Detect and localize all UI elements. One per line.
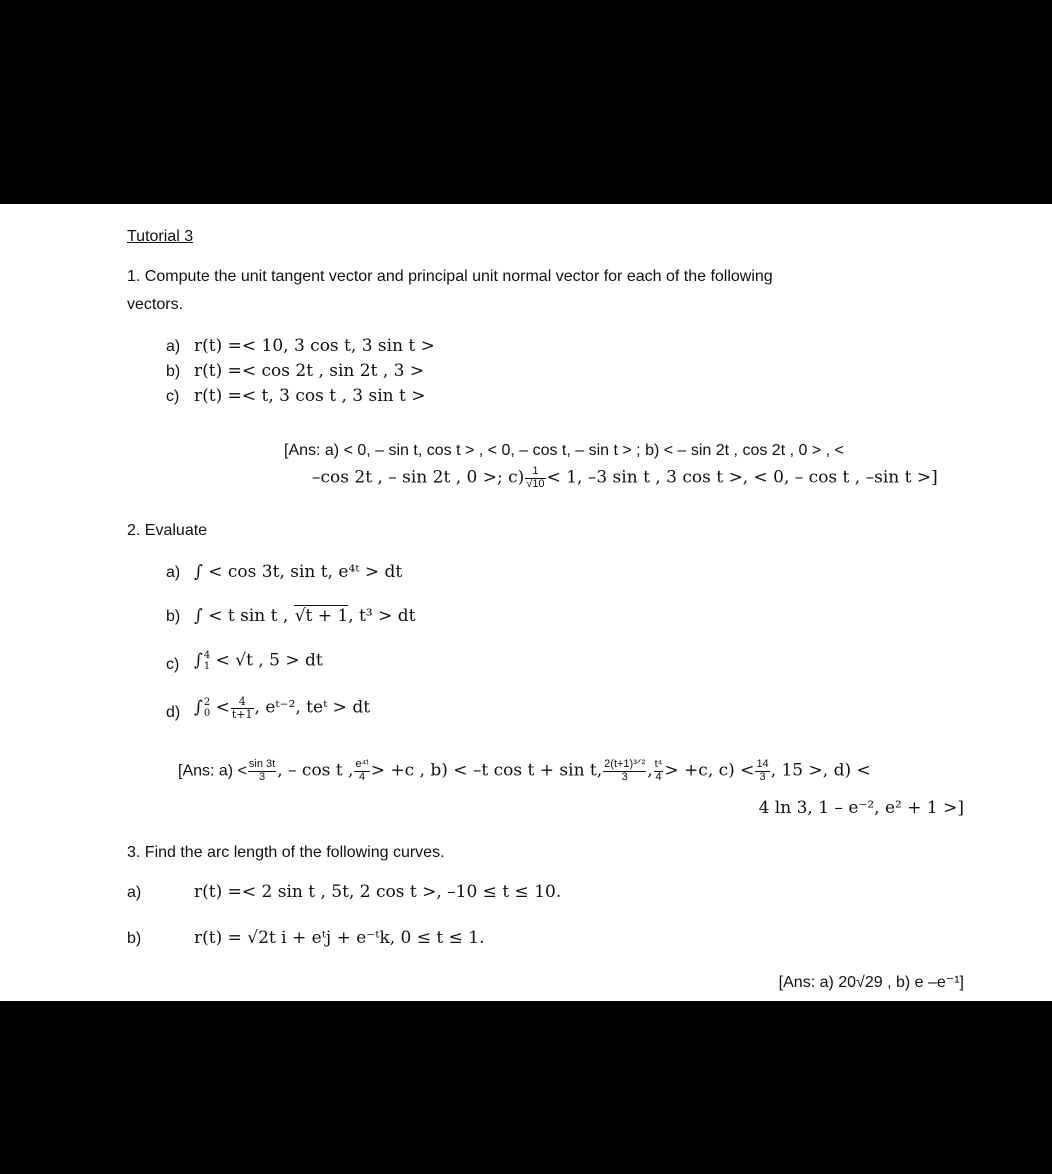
q2-answer-start: [Ans: a) <: [178, 762, 247, 780]
fraction-denominator: 3: [621, 770, 628, 783]
integral-limits: [204, 697, 210, 719]
q2-b-part1: ∫ < t sin t ,: [194, 606, 294, 626]
q1-answer-fraction: [525, 466, 545, 490]
q2-c-integrand: < √t , 5 > dt: [215, 650, 323, 671]
document-page: [0, 204, 1052, 1001]
q3-answer: [Ans: a) 20√29 , b) e –e⁻¹]: [778, 974, 964, 991]
q3-b-expression: r(t) = √2t i + eᵗj + e⁻ᵗk, 0 ≤ t ≤ 1.: [194, 928, 485, 948]
integral-limits: [204, 650, 210, 672]
page-title: Tutorial 3: [127, 228, 194, 245]
q1-a-label: a): [166, 338, 181, 355]
q2-a-expression: ∫ < cos 3t, sin t, e⁴ᵗ > dt: [194, 562, 403, 582]
fraction-denominator: 4: [655, 770, 662, 783]
fraction-denominator: 4: [359, 770, 366, 783]
q2-a-label: a): [166, 564, 181, 581]
lower-limit: 1: [203, 661, 211, 672]
fraction-denominator: 3: [759, 770, 766, 783]
fraction-numerator: 4: [231, 696, 254, 709]
answer-fraction: [603, 759, 646, 783]
q2-c-expression: [194, 650, 323, 672]
fraction-numerator: sin 3t: [248, 758, 276, 770]
fraction-denominator: t+1: [231, 707, 253, 721]
fraction-numerator: 14: [756, 758, 769, 770]
q1-answer-part1: –cos 2t , – sin 2t , 0 >; c): [312, 467, 525, 488]
q2-d-expression: [194, 696, 370, 720]
answer-text: > +c, c) <: [664, 760, 755, 781]
q2-d-fraction: [231, 696, 254, 720]
less-than: <: [215, 697, 230, 718]
q1-answer-part2: < 1, –3 sin t , 3 cos t >, < 0, – cos t , –sin t >]: [546, 467, 938, 488]
lower-limit: 0: [203, 708, 211, 720]
q2-b-sqrt: √t + 1: [294, 606, 349, 626]
integral-sign: ∫: [194, 697, 203, 718]
q2-answer-line2: 4 ln 3, 1 – e⁻², e² + 1 >]: [758, 798, 964, 818]
q2-heading: 2. Evaluate: [127, 522, 208, 539]
answer-text: > +c , b) < –t cos t + sin t,: [370, 760, 603, 781]
answer-text: , – cos t ,: [277, 760, 354, 781]
q1-a-expression: r(t) =< 10, 3 cos t, 3 sin t >: [194, 336, 435, 356]
q1-answer-line2: [312, 466, 938, 490]
fraction-numerator: 2(t+1)³ᐟ²: [604, 758, 646, 770]
answer-fraction: [755, 759, 769, 783]
q3-b-label: b): [127, 930, 142, 947]
q1-c-expression: r(t) =< t, 3 cos t , 3 sin t >: [194, 386, 426, 406]
q1-answer-line1: [Ans: a) < 0, – sin t, cos t > , < 0, – cos t, – sin t > ; b) < – sin 2t , cos 2t , 0 > , <: [284, 442, 844, 459]
answer-fraction: [654, 759, 664, 783]
q1-text-line1: 1. Compute the unit tangent vector and principal unit normal vector for each of the following: [127, 268, 773, 285]
fraction-numerator: e⁴ᵗ: [355, 758, 369, 770]
q1-c-label: c): [166, 388, 180, 405]
q1-b-label: b): [166, 363, 181, 380]
q1-text-line2: vectors.: [127, 296, 184, 313]
q1-b-expression: r(t) =< cos 2t , sin 2t , 3 >: [194, 361, 425, 381]
upper-limit: 2: [203, 697, 211, 709]
upper-limit: 4: [203, 650, 211, 661]
q3-heading: 3. Find the arc length of the following curves.: [127, 844, 445, 861]
q3-a-expression: r(t) =< 2 sin t , 5t, 2 cos t >, –10 ≤ t ≤ 10.: [194, 882, 562, 902]
q3-a-label: a): [127, 884, 142, 901]
q2-c-label: c): [166, 656, 180, 673]
q2-answer-line1: [178, 759, 871, 783]
q2-d-integrand-rest: , eᵗ⁻², teᵗ > dt: [254, 697, 371, 718]
answer-text: ,: [647, 760, 653, 781]
fraction-numerator: t⁴: [654, 758, 663, 770]
q2-b-label: b): [166, 608, 181, 625]
integral-sign: ∫: [194, 650, 203, 671]
fraction-denominator: 3: [259, 770, 266, 783]
q2-b-expression: [194, 606, 415, 626]
answer-text: , 15 >, d) <: [770, 760, 871, 781]
q2-d-label: d): [166, 704, 181, 721]
answer-fraction: [354, 759, 369, 783]
fraction-denominator: √10: [526, 477, 545, 490]
answer-fraction: [248, 759, 276, 783]
q2-b-part2: , t³ > dt: [348, 606, 416, 626]
fraction-numerator: 1: [525, 466, 545, 479]
